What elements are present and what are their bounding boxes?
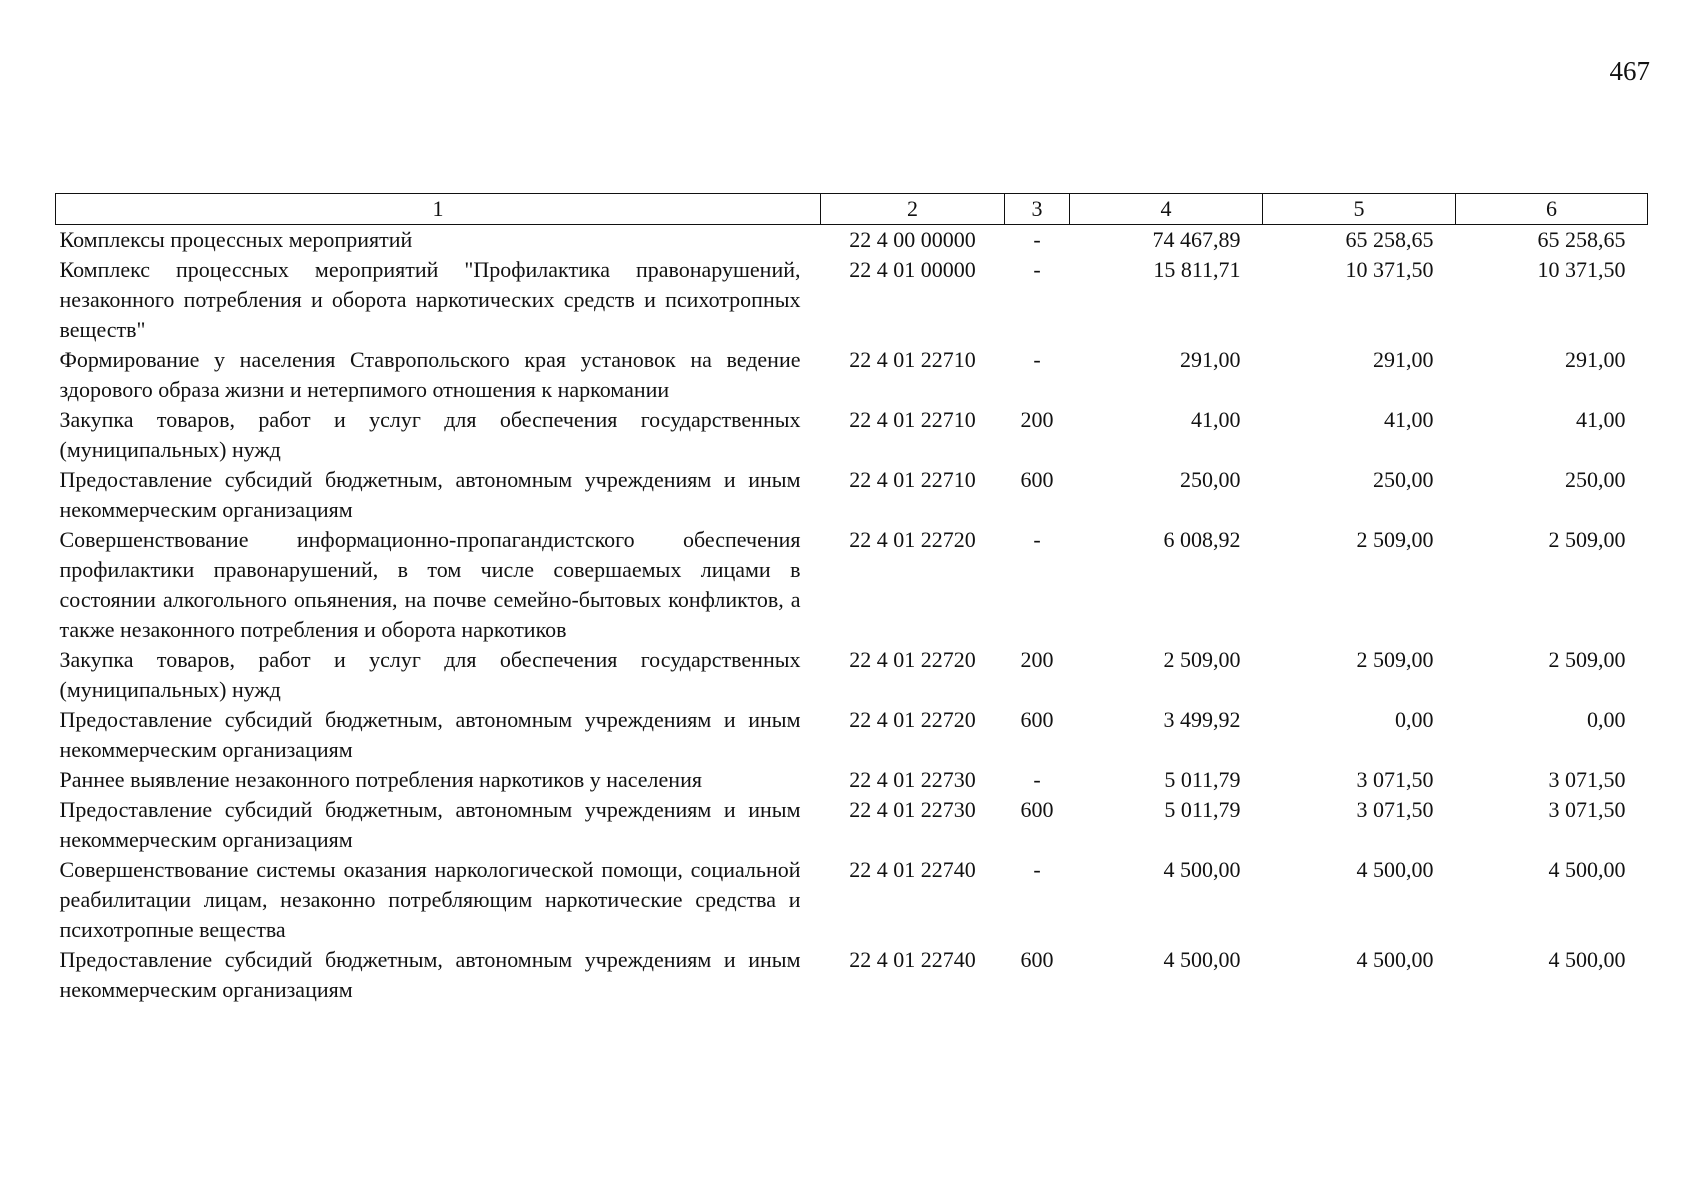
row-name: Формирование у населения Ставропольского края установок на ведение здорового образа жизни и нетерпимого отношения к наркомании (59, 347, 801, 402)
row-name: Раннее выявление незаконного потребления наркотиков у населения (59, 767, 702, 792)
row-expense-type: - (1033, 257, 1041, 282)
row-value-6: 2 509,00 (1548, 527, 1626, 552)
row-code: 22 4 01 22720 (849, 527, 976, 552)
page-number: 467 (1609, 56, 1650, 86)
row-code: 22 4 01 22720 (849, 647, 976, 672)
row-value-5: 41,00 (1384, 407, 1434, 432)
row-code: 22 4 01 22740 (849, 947, 976, 972)
row-expense-type: 600 (1020, 467, 1054, 492)
row-value-6: 4 500,00 (1548, 947, 1626, 972)
row-value-4: 74 467,89 (1152, 227, 1241, 252)
row-expense-type: - (1033, 347, 1041, 372)
row-value-5: 65 258,65 (1345, 227, 1434, 252)
row-code: 22 4 01 22710 (849, 347, 976, 372)
row-code: 22 4 01 22730 (849, 767, 976, 792)
row-code: 22 4 01 22730 (849, 797, 976, 822)
row-value-4: 15 811,71 (1153, 257, 1241, 282)
row-value-6: 10 371,50 (1537, 257, 1626, 282)
row-value-4: 3 499,92 (1163, 707, 1241, 732)
row-value-6: 0,00 (1587, 707, 1626, 732)
table-row (56, 525, 1648, 645)
header-col-2: 2 (821, 194, 1005, 225)
row-value-5: 3 071,50 (1356, 797, 1434, 822)
header-row (56, 194, 1648, 225)
row-value-6: 41,00 (1576, 407, 1626, 432)
row-code: 22 4 01 22710 (849, 407, 976, 432)
row-value-6: 4 500,00 (1548, 857, 1626, 882)
row-code: 22 4 01 22720 (849, 707, 976, 732)
row-name: Комплексы процессных мероприятий (59, 227, 413, 252)
header-col-1: 1 (56, 194, 821, 225)
row-value-5: 2 509,00 (1356, 647, 1434, 672)
row-name: Предоставление субсидий бюджетным, автономным учреждениям и иным некоммерческим организациям (59, 707, 801, 762)
table-row (56, 345, 1648, 405)
header-col-4: 4 (1070, 194, 1263, 225)
row-name: Комплекс процессных мероприятий "Профилактика правонарушений, незаконного потребления и оборота наркотических средств и психотропных веществ" (59, 257, 801, 342)
table-row (56, 405, 1648, 465)
table-row (56, 225, 1648, 256)
table-row (56, 945, 1648, 1005)
row-code: 22 4 01 00000 (849, 257, 976, 282)
row-expense-type: - (1033, 227, 1041, 252)
table-row (56, 645, 1648, 705)
row-value-4: 250,00 (1180, 467, 1241, 492)
row-code: 22 4 01 22740 (849, 857, 976, 882)
row-value-4: 41,00 (1191, 407, 1241, 432)
header-col-6: 6 (1456, 194, 1648, 225)
row-name: Закупка товаров, работ и услуг для обеспечения государственных (муниципальных) нужд (59, 647, 801, 702)
row-value-5: 250,00 (1373, 467, 1434, 492)
row-name: Предоставление субсидий бюджетным, автономным учреждениям и иным некоммерческим организациям (59, 947, 801, 1002)
row-expense-type: - (1033, 767, 1041, 792)
row-expense-type: 200 (1020, 407, 1054, 432)
row-code: 22 4 01 22710 (849, 467, 976, 492)
row-expense-type: 600 (1020, 947, 1054, 972)
table-row (56, 465, 1648, 525)
row-value-4: 4 500,00 (1163, 857, 1241, 882)
table-row (56, 855, 1648, 945)
table-body (56, 225, 1648, 1006)
row-expense-type: 600 (1020, 707, 1054, 732)
header-col-5: 5 (1263, 194, 1456, 225)
table-header (56, 194, 1648, 225)
row-value-4: 2 509,00 (1163, 647, 1241, 672)
row-value-5: 10 371,50 (1345, 257, 1434, 282)
row-value-6: 2 509,00 (1548, 647, 1626, 672)
row-value-5: 4 500,00 (1356, 857, 1434, 882)
table-row (56, 705, 1648, 765)
row-name: Предоставление субсидий бюджетным, автономным учреждениям и иным некоммерческим организациям (59, 467, 801, 522)
table-row (56, 255, 1648, 345)
row-name: Предоставление субсидий бюджетным, автономным учреждениям и иным некоммерческим организациям (59, 797, 801, 852)
header-col-3: 3 (1005, 194, 1070, 225)
row-value-5: 3 071,50 (1356, 767, 1434, 792)
row-expense-type: - (1033, 527, 1041, 552)
row-value-6: 291,00 (1565, 347, 1626, 372)
row-value-5: 2 509,00 (1356, 527, 1434, 552)
row-value-6: 250,00 (1565, 467, 1626, 492)
table-row (56, 765, 1648, 795)
row-name: Совершенствование системы оказания наркологической помощи, социальной реабилитации лицам, незаконно потребляющим наркотические средства и психотропные вещества (59, 857, 801, 942)
row-expense-type: - (1033, 857, 1041, 882)
row-code: 22 4 00 00000 (849, 227, 976, 252)
row-value-4: 5 011,79 (1164, 767, 1241, 792)
row-value-4: 4 500,00 (1163, 947, 1241, 972)
budget-table (55, 193, 1648, 1005)
row-value-5: 0,00 (1395, 707, 1434, 732)
row-expense-type: 200 (1020, 647, 1054, 672)
row-value-5: 291,00 (1373, 347, 1434, 372)
row-value-6: 3 071,50 (1548, 797, 1626, 822)
row-value-6: 65 258,65 (1537, 227, 1626, 252)
row-name: Совершенствование информационно-пропагандистского обеспечения профилактики правонарушений, в том числе совершаемых лицами в состоянии алкогольного опьянения, на почве семейно-бытовых конфликтов, а также незаконного потребления и оборота наркотиков (59, 527, 801, 642)
row-value-4: 5 011,79 (1164, 797, 1241, 822)
row-value-5: 4 500,00 (1356, 947, 1434, 972)
row-value-4: 291,00 (1180, 347, 1241, 372)
row-value-4: 6 008,92 (1163, 527, 1241, 552)
row-name: Закупка товаров, работ и услуг для обеспечения государственных (муниципальных) нужд (59, 407, 801, 462)
row-value-6: 3 071,50 (1548, 767, 1626, 792)
row-expense-type: 600 (1020, 797, 1054, 822)
table-row (56, 795, 1648, 855)
